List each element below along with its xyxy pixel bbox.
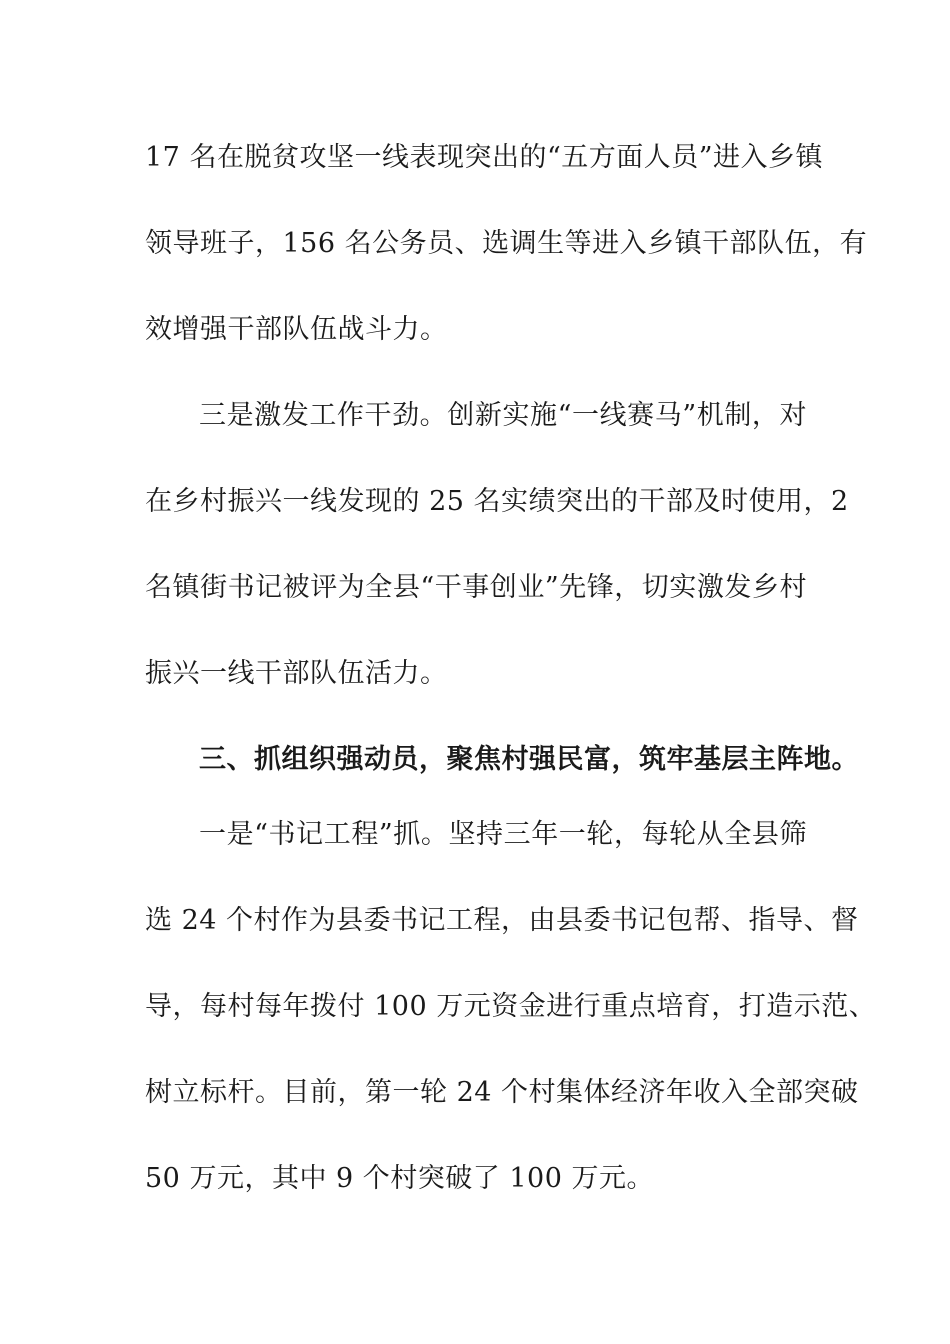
paragraph-line: 效增强干部队伍战斗力。 — [145, 314, 448, 345]
paragraph-line: 三是激发工作干劲。创新实施“一线赛马”机制，对 — [199, 400, 807, 431]
paragraph-line: 树立标杆。目前，第一轮 24 个村集体经济年收入全部突破 — [145, 1077, 859, 1108]
paragraph-line: 振兴一线干部队伍活力。 — [145, 658, 448, 689]
paragraph-line: 在乡村振兴一线发现的 25 名实绩突出的干部及时使用，2 — [145, 486, 849, 517]
paragraph-line: 导，每村每年拨付 100 万元资金进行重点培育，打造示范、 — [145, 991, 877, 1022]
paragraph-line: 一是“书记工程”抓。坚持三年一轮，每轮从全县筛 — [199, 819, 807, 850]
paragraph-line: 50 万元，其中 9 个村突破了 100 万元。 — [145, 1163, 654, 1194]
paragraph-line: 17 名在脱贫攻坚一线表现突出的“五方面人员”进入乡镇 — [145, 142, 824, 173]
paragraph-line: 领导班子，156 名公务员、选调生等进入乡镇干部队伍，有 — [145, 228, 868, 259]
section-heading: 三、抓组织强动员，聚焦村强民富，筑牢基层主阵地。 — [199, 744, 859, 775]
paragraph-line: 名镇街书记被评为全县“干事创业”先锋，切实激发乡村 — [145, 572, 807, 603]
paragraph-line: 选 24 个村作为县委书记工程，由县委书记包帮、指导、督 — [145, 905, 859, 936]
